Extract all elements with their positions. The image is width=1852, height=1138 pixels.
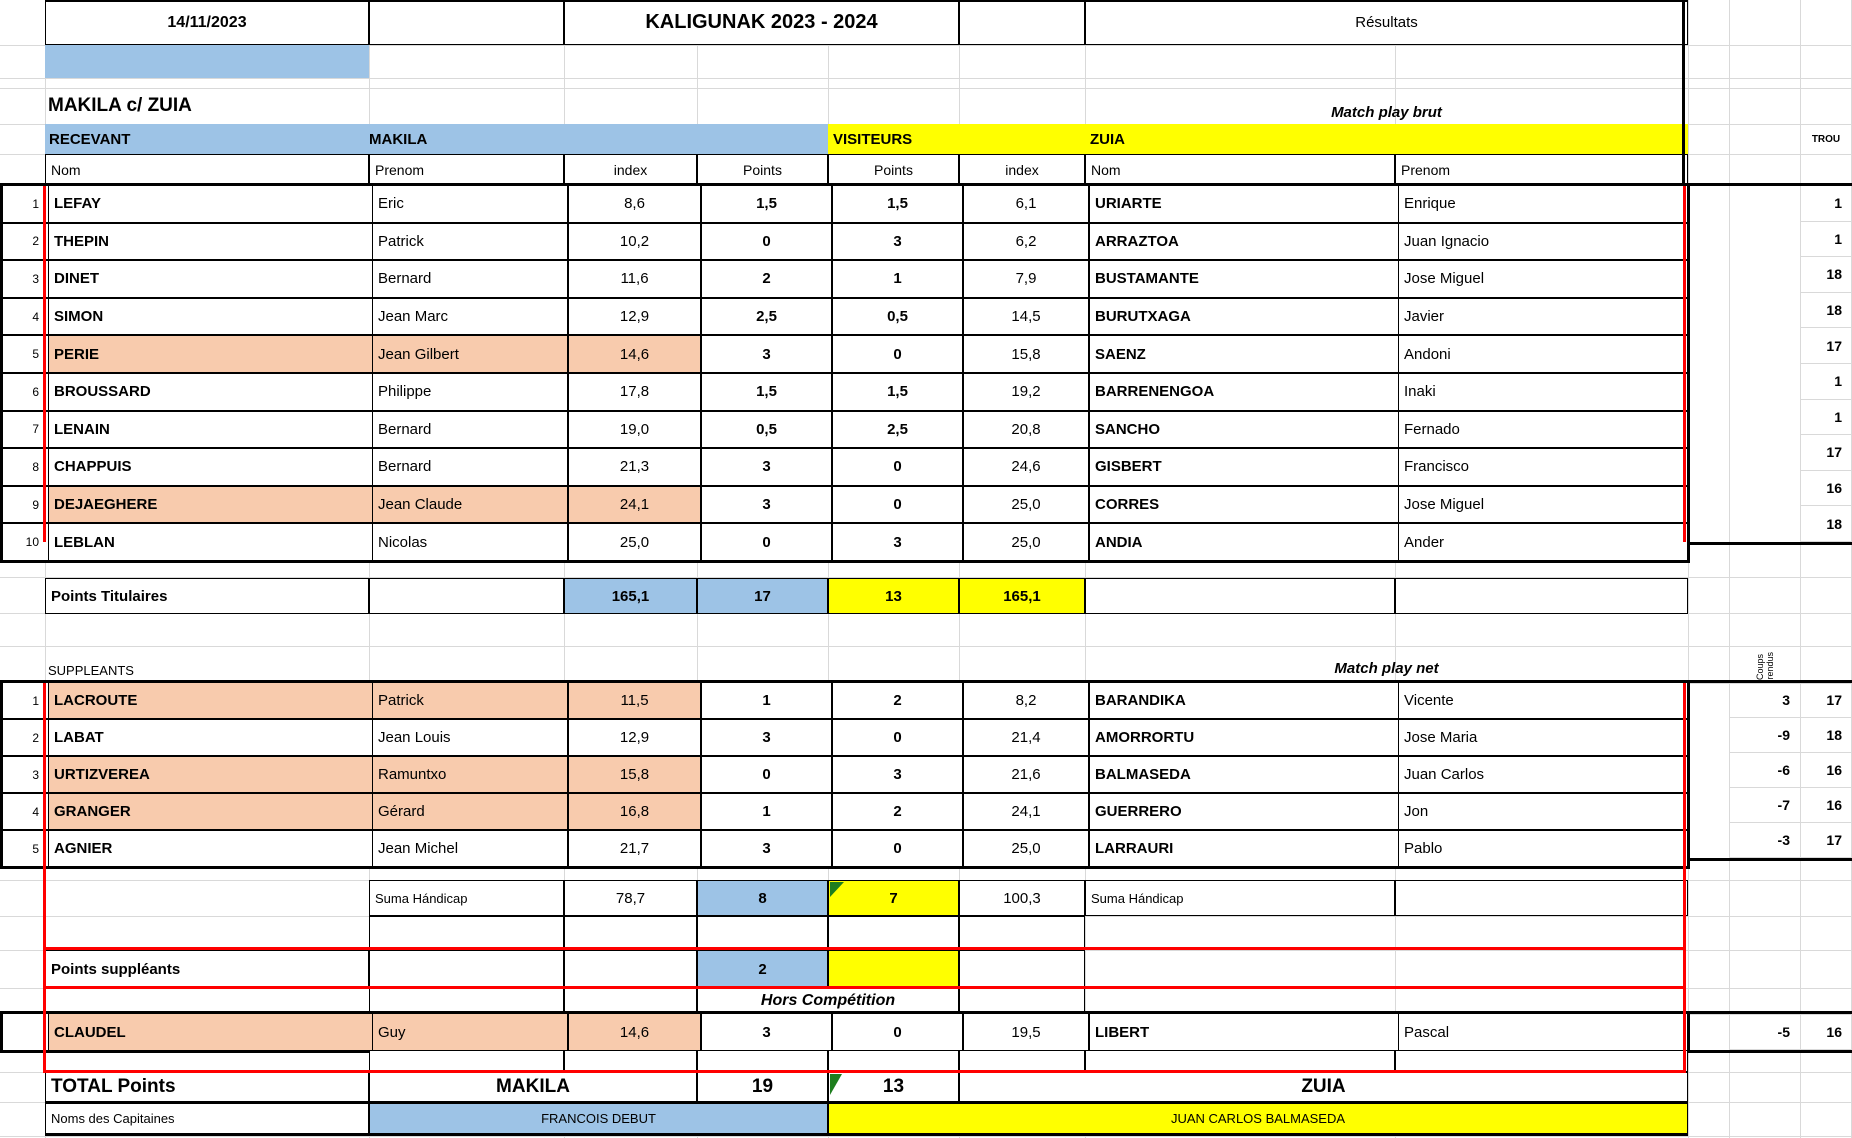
points-titulaires-row xyxy=(45,578,1688,614)
empty-cell xyxy=(369,0,564,45)
player-index: 21,3 xyxy=(567,449,700,485)
row-number: 2 xyxy=(32,730,39,745)
points-away: 1,5 xyxy=(831,186,962,222)
col-nom-away: Nom xyxy=(1085,154,1395,186)
table-row-highlighted xyxy=(3,683,1687,718)
trou-value: 17 xyxy=(1800,823,1852,858)
suppleants-label: SUPPLEANTS xyxy=(48,663,134,678)
table-row xyxy=(3,222,1687,260)
row-number: 1 xyxy=(32,693,39,708)
red-rule-horizontal xyxy=(43,947,1686,950)
index-away: 7,9 xyxy=(962,261,1088,297)
index-away: 8,2 xyxy=(962,683,1088,718)
prenom-away: Jon xyxy=(1398,794,1687,829)
red-rule-horizontal xyxy=(43,986,1686,989)
nom-away: BALMASEDA xyxy=(1088,757,1398,792)
table-row-highlighted xyxy=(3,485,1687,523)
points-away: 0 xyxy=(831,449,962,485)
points-away: 2,5 xyxy=(831,412,962,448)
empty-cell xyxy=(828,1050,959,1072)
trou-value: 16 xyxy=(1800,1014,1852,1050)
player-prenom: Patrick xyxy=(372,224,567,260)
empty-cell xyxy=(369,578,564,614)
player-nom: URTIZVEREA xyxy=(48,757,372,792)
trou-value: 17 xyxy=(1800,328,1852,364)
nom-away: BURUTXAGA xyxy=(1088,299,1398,335)
index-away: 24,6 xyxy=(962,449,1088,485)
red-rule-vertical xyxy=(1683,683,1686,1072)
points-away: 0 xyxy=(831,487,962,523)
points-away: 0 xyxy=(831,831,962,866)
points-away: 0 xyxy=(831,1014,962,1050)
points-home: 3 xyxy=(700,720,831,755)
player-prenom: Philippe xyxy=(372,374,567,410)
player-nom: AGNIER xyxy=(48,831,372,866)
prenom-away: Jose Miguel xyxy=(1398,261,1687,297)
points-away: 0 xyxy=(831,720,962,755)
titulaires-table xyxy=(0,183,1690,563)
points-away: 0,5 xyxy=(831,299,962,335)
player-prenom: Jean Claude xyxy=(372,487,567,523)
trou-value: 17 xyxy=(1800,435,1852,471)
empty-cell xyxy=(959,0,1085,45)
total-index-away: 165,1 xyxy=(959,578,1085,614)
row-number: 1 xyxy=(32,196,39,211)
player-nom: LABAT xyxy=(48,720,372,755)
index-away: 14,5 xyxy=(962,299,1088,335)
player-index: 17,8 xyxy=(567,374,700,410)
red-rule-vertical xyxy=(43,186,46,542)
player-nom: GRANGER xyxy=(48,794,372,829)
nom-away: SAENZ xyxy=(1088,336,1398,372)
trou-value: 18 xyxy=(1800,293,1852,329)
player-prenom: Gérard xyxy=(372,794,567,829)
points-home: 1 xyxy=(700,683,831,718)
player-index: 15,8 xyxy=(567,757,700,792)
points-away: 2 xyxy=(831,683,962,718)
table-row-highlighted xyxy=(3,792,1687,829)
trou-column-hors xyxy=(1800,1014,1852,1050)
row-number: 4 xyxy=(32,804,39,819)
player-nom: THEPIN xyxy=(48,224,372,260)
player-prenom: Jean Michel xyxy=(372,831,567,866)
row-number: 4 xyxy=(32,309,39,324)
table-row xyxy=(3,522,1687,560)
player-prenom: Jean Gilbert xyxy=(372,336,567,372)
table-row xyxy=(3,297,1687,335)
empty-cell xyxy=(828,916,959,950)
row-number: 10 xyxy=(25,535,39,550)
prenom-away: Enrique xyxy=(1398,186,1687,222)
player-nom: DEJAEGHERE xyxy=(48,487,372,523)
index-away: 6,2 xyxy=(962,224,1088,260)
row-number: 3 xyxy=(32,271,39,286)
points-home: 1,5 xyxy=(700,374,831,410)
match-play-net-label: Match play net xyxy=(1334,660,1439,677)
table-row xyxy=(3,718,1687,755)
prenom-away: Jose Miguel xyxy=(1398,487,1687,523)
trou-column-suppleants xyxy=(1800,683,1852,858)
empty-cell xyxy=(959,1050,1085,1072)
player-nom: CHAPPUIS xyxy=(48,449,372,485)
empty-cell xyxy=(959,950,1085,988)
suma-handicap-label-home: Suma Hándicap xyxy=(369,880,564,916)
red-rule-vertical xyxy=(1683,186,1686,542)
empty-cell xyxy=(1085,578,1395,614)
col-nom-home: Nom xyxy=(45,154,369,186)
trou-value: 1 xyxy=(1800,400,1852,436)
border-segment xyxy=(1690,858,1852,861)
points-away: 3 xyxy=(831,524,962,560)
capitaines-row xyxy=(45,1102,1688,1136)
player-nom: PERIE xyxy=(48,336,372,372)
index-away: 25,0 xyxy=(962,831,1088,866)
points-home: 3 xyxy=(700,831,831,866)
visiteurs-label: VISITEURS xyxy=(833,130,913,148)
total-points-home: 17 xyxy=(697,578,828,614)
coups-column-suppleants xyxy=(1729,683,1800,858)
empty-row xyxy=(369,916,1085,950)
coups-value: -7 xyxy=(1729,788,1800,823)
table-row-highlighted xyxy=(3,1014,1687,1050)
suma-handicap-label-away: Suma Hándicap xyxy=(1085,880,1395,916)
points-away: 2 xyxy=(831,794,962,829)
border-segment xyxy=(1690,183,1852,186)
col-points-home: Points xyxy=(697,154,828,186)
empty-cell xyxy=(1085,1050,1395,1072)
player-index: 12,9 xyxy=(567,720,700,755)
player-index: 10,2 xyxy=(567,224,700,260)
player-nom: BROUSSARD xyxy=(48,374,372,410)
coups-value: -9 xyxy=(1729,718,1800,753)
points-away: 0 xyxy=(831,336,962,372)
nom-away: GUERRERO xyxy=(1088,794,1398,829)
nom-away: ARRAZTOA xyxy=(1088,224,1398,260)
player-nom: LEBLAN xyxy=(48,524,372,560)
points-suppleants-row xyxy=(45,950,1688,988)
column-header-row xyxy=(45,154,1688,186)
row-number: 9 xyxy=(32,497,39,512)
empty-cell xyxy=(369,1050,564,1072)
index-away: 19,2 xyxy=(962,374,1088,410)
suma-points-away-value: 7 xyxy=(889,889,898,907)
trou-value: 16 xyxy=(1800,753,1852,788)
row-number: 5 xyxy=(32,347,39,362)
row-number: 3 xyxy=(32,767,39,782)
empty-cell xyxy=(1395,1050,1688,1072)
blue-highlight-cell xyxy=(45,45,369,78)
player-prenom: Guy xyxy=(372,1014,567,1050)
table-row xyxy=(3,259,1687,297)
title-row xyxy=(45,0,1688,45)
points-away: 3 xyxy=(831,757,962,792)
total-points-home: 19 xyxy=(697,1072,828,1102)
total-home-team: MAKILA xyxy=(369,1072,697,1102)
table-row xyxy=(3,829,1687,866)
nom-away: BUSTAMANTE xyxy=(1088,261,1398,297)
nom-away: URIARTE xyxy=(1088,186,1398,222)
coups-value: -6 xyxy=(1729,753,1800,788)
player-index: 21,7 xyxy=(567,831,700,866)
coups-rendus-header xyxy=(1729,634,1800,680)
index-away: 19,5 xyxy=(962,1014,1088,1050)
nom-away: CORRES xyxy=(1088,487,1398,523)
col-index-away: index xyxy=(959,154,1085,186)
row-number: 5 xyxy=(32,841,39,856)
nom-away: BARRENENGOA xyxy=(1088,374,1398,410)
green-corner-triangle xyxy=(830,882,844,897)
player-index: 11,5 xyxy=(567,683,700,718)
table-row xyxy=(3,410,1687,448)
coups-value: -3 xyxy=(1729,823,1800,858)
border-segment xyxy=(45,0,1688,2)
total-points-away-value: 13 xyxy=(882,1076,905,1097)
prenom-away: Pascal xyxy=(1398,1014,1687,1050)
player-index: 8,6 xyxy=(567,186,700,222)
total-points-away: 13 xyxy=(828,578,959,614)
table-row xyxy=(3,447,1687,485)
col-points-away: Points xyxy=(828,154,959,186)
player-index: 12,9 xyxy=(567,299,700,335)
player-prenom: Nicolas xyxy=(372,524,567,560)
nom-away: GISBERT xyxy=(1088,449,1398,485)
total-points-row xyxy=(45,1072,1688,1102)
empty-cell xyxy=(564,1050,697,1072)
total-points-label: TOTAL Points xyxy=(45,1072,369,1102)
suma-index-away: 100,3 xyxy=(959,880,1085,916)
red-rule-horizontal xyxy=(43,1070,1686,1073)
prenom-away: Javier xyxy=(1398,299,1687,335)
trou-value: 16 xyxy=(1800,471,1852,507)
green-corner-triangle xyxy=(830,1074,842,1095)
match-title: MAKILA c/ ZUIA xyxy=(48,95,192,116)
suppleants-table xyxy=(0,680,1690,869)
table-row-highlighted xyxy=(3,755,1687,792)
points-home: 1,5 xyxy=(700,186,831,222)
empty-row xyxy=(369,1050,1688,1072)
coups-value: 3 xyxy=(1729,683,1800,718)
points-home: 2,5 xyxy=(700,299,831,335)
border-segment xyxy=(1690,1011,1852,1014)
prenom-away: Inaki xyxy=(1398,374,1687,410)
index-away: 20,8 xyxy=(962,412,1088,448)
trou-value: 18 xyxy=(1800,257,1852,293)
index-away: 25,0 xyxy=(962,487,1088,523)
suma-index-home: 78,7 xyxy=(564,880,697,916)
points-home: 3 xyxy=(700,449,831,485)
prenom-away: Fernado xyxy=(1398,412,1687,448)
index-away: 25,0 xyxy=(962,524,1088,560)
row-number: 2 xyxy=(32,234,39,249)
player-prenom: Jean Marc xyxy=(372,299,567,335)
prenom-away: Francisco xyxy=(1398,449,1687,485)
empty-cell xyxy=(1395,578,1688,614)
table-row xyxy=(3,372,1687,410)
table-row xyxy=(3,186,1687,222)
empty-cell xyxy=(564,950,697,988)
total-away-team: ZUIA xyxy=(959,1072,1688,1102)
prenom-away: Ander xyxy=(1398,524,1687,560)
total-points-away xyxy=(828,1072,959,1102)
points-home: 2 xyxy=(700,261,831,297)
empty-cell xyxy=(697,1050,828,1072)
player-nom: LENAIN xyxy=(48,412,372,448)
trou-value: 1 xyxy=(1800,364,1852,400)
player-prenom: Eric xyxy=(372,186,567,222)
col-prenom-home: Prenom xyxy=(369,154,564,186)
player-index: 14,6 xyxy=(567,1014,700,1050)
coups-column-hors xyxy=(1729,1014,1800,1050)
player-nom: SIMON xyxy=(48,299,372,335)
prenom-away: Juan Carlos xyxy=(1398,757,1687,792)
player-index: 11,6 xyxy=(567,261,700,297)
recevant-label: RECEVANT xyxy=(49,130,131,148)
player-index: 16,8 xyxy=(567,794,700,829)
player-prenom: Patrick xyxy=(372,683,567,718)
points-home: 0,5 xyxy=(700,412,831,448)
col-prenom-away: Prenom xyxy=(1395,154,1688,186)
table-row-highlighted xyxy=(3,334,1687,372)
trou-value: 1 xyxy=(1800,186,1852,222)
index-away: 24,1 xyxy=(962,794,1088,829)
player-prenom: Ramuntxo xyxy=(372,757,567,792)
nom-away: LIBERT xyxy=(1088,1014,1398,1050)
match-play-brut-label: Match play brut xyxy=(1331,104,1442,121)
index-away: 21,4 xyxy=(962,720,1088,755)
player-index: 14,6 xyxy=(567,336,700,372)
points-home: 0 xyxy=(700,757,831,792)
empty-cell xyxy=(959,916,1085,950)
row-number: 6 xyxy=(32,384,39,399)
away-captain: JUAN CARLOS BALMASEDA xyxy=(828,1102,1688,1136)
capitaines-label: Noms des Capitaines xyxy=(45,1102,369,1136)
coups-word: Coups xyxy=(1754,653,1765,680)
player-nom: LEFAY xyxy=(48,186,372,222)
trou-value: 1 xyxy=(1800,222,1852,258)
suma-points-home: 8 xyxy=(697,880,828,916)
player-index: 19,0 xyxy=(567,412,700,448)
empty-cell xyxy=(1395,880,1688,916)
prenom-away: Vicente xyxy=(1398,683,1687,718)
row-number xyxy=(3,1014,48,1050)
red-rule-vertical xyxy=(43,683,46,1072)
points-away: 1 xyxy=(831,261,962,297)
player-prenom: Bernard xyxy=(372,412,567,448)
player-nom: LACROUTE xyxy=(48,683,372,718)
border-segment xyxy=(1690,542,1852,545)
nom-away: BARANDIKA xyxy=(1088,683,1398,718)
row-number: 7 xyxy=(32,422,39,437)
away-team-name: ZUIA xyxy=(1090,130,1125,148)
trou-column-titulaires xyxy=(1800,186,1852,542)
row-number: 8 xyxy=(32,459,39,474)
empty-cell xyxy=(697,916,828,950)
points-titulaires-label: Points Titulaires xyxy=(45,578,369,614)
player-nom: DINET xyxy=(48,261,372,297)
empty-cell xyxy=(369,916,564,950)
home-captain: FRANCOIS DEBUT xyxy=(369,1102,828,1136)
points-home: 0 xyxy=(700,224,831,260)
empty-cell xyxy=(369,950,564,988)
player-index: 24,1 xyxy=(567,487,700,523)
hors-competition-table xyxy=(0,1011,1690,1053)
results-label: Résultats xyxy=(1085,0,1688,45)
suma-points-away xyxy=(828,880,959,916)
nom-away: LARRAURI xyxy=(1088,831,1398,866)
prenom-away: Pablo xyxy=(1398,831,1687,866)
points-home: 3 xyxy=(700,1014,831,1050)
points-home: 3 xyxy=(700,487,831,523)
nom-away: ANDIA xyxy=(1088,524,1398,560)
page-title: KALIGUNAK 2023 - 2024 xyxy=(564,0,959,45)
index-away: 15,8 xyxy=(962,336,1088,372)
date: 14/11/2023 xyxy=(45,0,369,45)
trou-header: TROU xyxy=(1811,133,1841,145)
player-index: 25,0 xyxy=(567,524,700,560)
points-home: 0 xyxy=(700,524,831,560)
trou-value: 18 xyxy=(1800,718,1852,753)
prenom-away: Andoni xyxy=(1398,336,1687,372)
points-away: 1,5 xyxy=(831,374,962,410)
points-home: 3 xyxy=(700,336,831,372)
trou-value: 17 xyxy=(1800,683,1852,718)
coups-word: rendus xyxy=(1764,652,1775,680)
border-segment xyxy=(1682,0,1685,186)
nom-away: SANCHO xyxy=(1088,412,1398,448)
suma-handicap-row xyxy=(369,880,1688,916)
coups-value: -5 xyxy=(1729,1014,1800,1050)
points-away: 3 xyxy=(831,224,962,260)
player-prenom: Jean Louis xyxy=(372,720,567,755)
prenom-away: Juan Ignacio xyxy=(1398,224,1687,260)
hors-competition-label: Hors Compétition xyxy=(697,988,959,1014)
away-band xyxy=(828,124,1688,154)
points-suppleants-home: 2 xyxy=(697,950,828,988)
prenom-away: Jose Maria xyxy=(1398,720,1687,755)
trou-value: 16 xyxy=(1800,788,1852,823)
player-prenom: Bernard xyxy=(372,261,567,297)
trou-value: 18 xyxy=(1800,506,1852,542)
points-home: 1 xyxy=(700,794,831,829)
points-suppleants-away xyxy=(828,950,959,988)
player-nom: CLAUDEL xyxy=(48,1014,372,1050)
border-segment xyxy=(1690,1050,1852,1053)
home-band xyxy=(45,124,828,154)
border-segment xyxy=(1690,680,1852,683)
col-index-home: index xyxy=(564,154,697,186)
player-prenom: Bernard xyxy=(372,449,567,485)
total-index-home: 165,1 xyxy=(564,578,697,614)
empty-cell xyxy=(564,916,697,950)
points-suppleants-label: Points suppléants xyxy=(45,950,369,988)
home-team-name: MAKILA xyxy=(369,130,428,148)
index-away: 6,1 xyxy=(962,186,1088,222)
index-away: 21,6 xyxy=(962,757,1088,792)
nom-away: AMORRORTU xyxy=(1088,720,1398,755)
